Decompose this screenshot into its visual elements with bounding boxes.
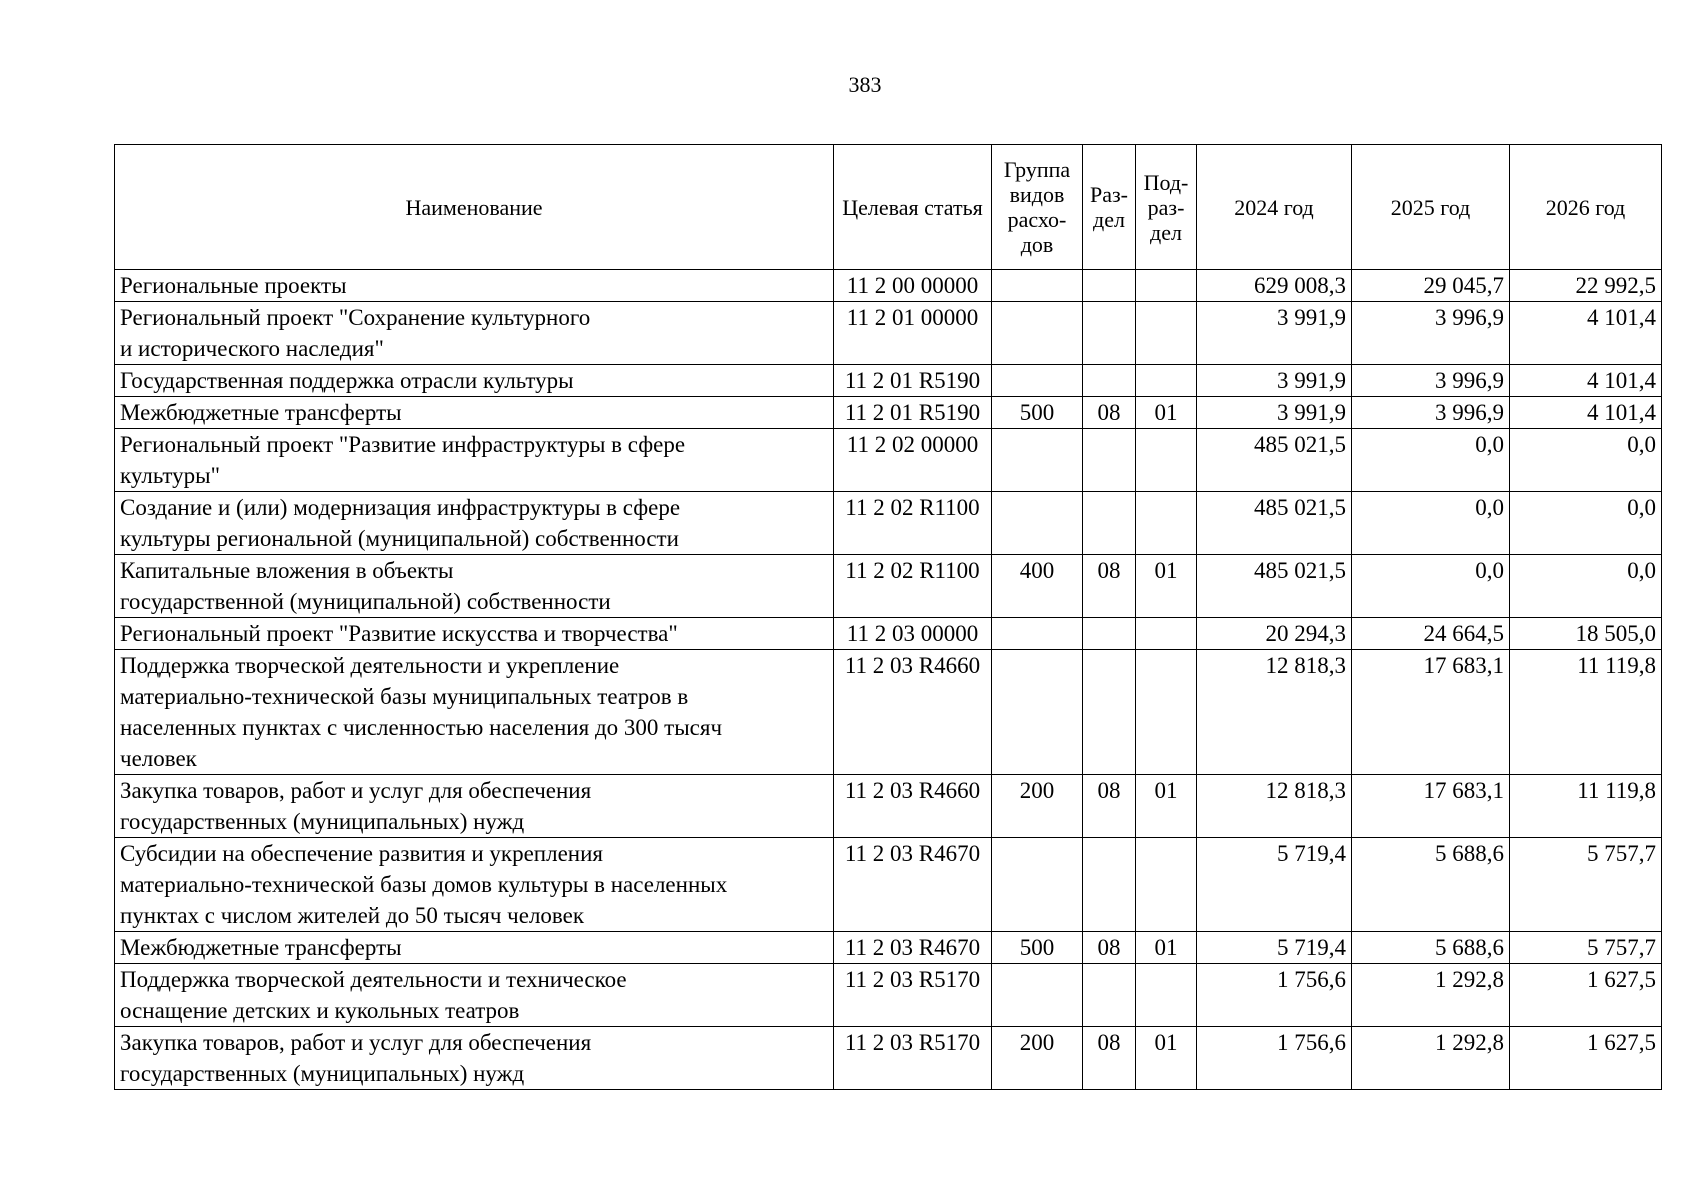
cell-target: 11 2 02 00000 (834, 429, 992, 492)
cell-subsection (1136, 838, 1197, 932)
cell-2025: 3 996,9 (1352, 397, 1510, 429)
cell-name: Региональный проект "Развитие искусства и творчества" (115, 618, 834, 650)
cell-2025: 3 996,9 (1352, 365, 1510, 397)
cell-section (1083, 650, 1136, 775)
cell-section: 08 (1083, 932, 1136, 964)
cell-name: Межбюджетные трансферты (115, 397, 834, 429)
cell-target: 11 2 01 R5190 (834, 365, 992, 397)
cell-name: Региональный проект "Развитие инфраструктуры в сфере культуры" (115, 429, 834, 492)
cell-group (992, 618, 1083, 650)
cell-name: Капитальные вложения в объекты государственной (муниципальной) собственности (115, 555, 834, 618)
cell-group: 200 (992, 1027, 1083, 1090)
cell-2024: 12 818,3 (1197, 650, 1352, 775)
cell-group (992, 365, 1083, 397)
cell-section: 08 (1083, 1027, 1136, 1090)
header-name: Наименование (115, 145, 834, 270)
cell-section (1083, 618, 1136, 650)
cell-2024: 1 756,6 (1197, 964, 1352, 1027)
cell-2024: 485 021,5 (1197, 555, 1352, 618)
header-section: Раз-дел (1083, 145, 1136, 270)
cell-2025: 0,0 (1352, 429, 1510, 492)
table-row (115, 618, 1662, 650)
cell-2024: 5 719,4 (1197, 932, 1352, 964)
cell-group: 500 (992, 397, 1083, 429)
cell-subsection (1136, 302, 1197, 365)
cell-subsection: 01 (1136, 775, 1197, 838)
cell-2025: 0,0 (1352, 492, 1510, 555)
header-2025: 2025 год (1352, 145, 1510, 270)
cell-2026: 4 101,4 (1510, 365, 1662, 397)
cell-2025: 5 688,6 (1352, 838, 1510, 932)
cell-group (992, 964, 1083, 1027)
cell-section (1083, 270, 1136, 302)
cell-subsection: 01 (1136, 932, 1197, 964)
cell-subsection (1136, 964, 1197, 1027)
table-row (115, 429, 1662, 492)
cell-2026: 0,0 (1510, 492, 1662, 555)
cell-name: Поддержка творческой деятельности и укрепление материально-технической базы муниципальных театров в населенных пунктах с численностью населения до 300 тысяч человек (115, 650, 834, 775)
cell-2026: 22 992,5 (1510, 270, 1662, 302)
cell-section: 08 (1083, 775, 1136, 838)
table-row (115, 270, 1662, 302)
cell-name: Региональные проекты (115, 270, 834, 302)
cell-name: Государственная поддержка отрасли культуры (115, 365, 834, 397)
cell-subsection (1136, 618, 1197, 650)
cell-subsection (1136, 429, 1197, 492)
cell-2026: 11 119,8 (1510, 650, 1662, 775)
cell-2026: 18 505,0 (1510, 618, 1662, 650)
cell-group (992, 302, 1083, 365)
cell-subsection (1136, 270, 1197, 302)
cell-2026: 4 101,4 (1510, 302, 1662, 365)
cell-2026: 0,0 (1510, 429, 1662, 492)
cell-2025: 5 688,6 (1352, 932, 1510, 964)
cell-subsection: 01 (1136, 1027, 1197, 1090)
cell-target: 11 2 01 00000 (834, 302, 992, 365)
table-header-row (115, 145, 1662, 270)
cell-2025: 17 683,1 (1352, 650, 1510, 775)
cell-2025: 1 292,8 (1352, 1027, 1510, 1090)
table-row (115, 838, 1662, 932)
cell-2024: 3 991,9 (1197, 397, 1352, 429)
cell-section (1083, 365, 1136, 397)
cell-section: 08 (1083, 555, 1136, 618)
cell-2024: 629 008,3 (1197, 270, 1352, 302)
table-body (115, 270, 1662, 1090)
cell-2026: 0,0 (1510, 555, 1662, 618)
cell-name: Межбюджетные трансферты (115, 932, 834, 964)
header-group: Группа видов расхо-дов (992, 145, 1083, 270)
cell-section (1083, 302, 1136, 365)
header-target: Целевая статья (834, 145, 992, 270)
cell-2025: 3 996,9 (1352, 302, 1510, 365)
cell-target: 11 2 03 R4660 (834, 650, 992, 775)
cell-2026: 1 627,5 (1510, 1027, 1662, 1090)
cell-target: 11 2 03 R4660 (834, 775, 992, 838)
cell-section (1083, 492, 1136, 555)
cell-subsection (1136, 365, 1197, 397)
cell-subsection: 01 (1136, 397, 1197, 429)
cell-2025: 29 045,7 (1352, 270, 1510, 302)
cell-target: 11 2 02 R1100 (834, 555, 992, 618)
cell-2024: 3 991,9 (1197, 302, 1352, 365)
table-row (115, 555, 1662, 618)
cell-2026: 5 757,7 (1510, 932, 1662, 964)
table-row (115, 775, 1662, 838)
cell-name: Закупка товаров, работ и услуг для обеспечения государственных (муниципальных) нужд (115, 1027, 834, 1090)
cell-target: 11 2 03 R4670 (834, 932, 992, 964)
cell-2024: 5 719,4 (1197, 838, 1352, 932)
cell-name: Закупка товаров, работ и услуг для обеспечения государственных (муниципальных) нужд (115, 775, 834, 838)
cell-target: 11 2 03 00000 (834, 618, 992, 650)
cell-group (992, 492, 1083, 555)
table-row (115, 1027, 1662, 1090)
cell-group (992, 838, 1083, 932)
cell-group (992, 650, 1083, 775)
cell-target: 11 2 00 00000 (834, 270, 992, 302)
cell-target: 11 2 01 R5190 (834, 397, 992, 429)
cell-target: 11 2 03 R4670 (834, 838, 992, 932)
page-number: 383 (848, 72, 882, 97)
cell-section (1083, 964, 1136, 1027)
cell-2024: 485 021,5 (1197, 492, 1352, 555)
cell-target: 11 2 02 R1100 (834, 492, 992, 555)
cell-2026: 4 101,4 (1510, 397, 1662, 429)
cell-group: 400 (992, 555, 1083, 618)
cell-2025: 24 664,5 (1352, 618, 1510, 650)
cell-2024: 12 818,3 (1197, 775, 1352, 838)
cell-section: 08 (1083, 397, 1136, 429)
cell-name: Поддержка творческой деятельности и техническое оснащение детских и кукольных театров (115, 964, 834, 1027)
table-row (115, 365, 1662, 397)
cell-2025: 0,0 (1352, 555, 1510, 618)
cell-2026: 5 757,7 (1510, 838, 1662, 932)
table-row (115, 492, 1662, 555)
cell-2024: 20 294,3 (1197, 618, 1352, 650)
cell-name: Создание и (или) модернизация инфраструктуры в сфере культуры региональной (муниципальной) собственности (115, 492, 834, 555)
cell-subsection (1136, 492, 1197, 555)
cell-name: Региональный проект "Сохранение культурного и исторического наследия" (115, 302, 834, 365)
table-row (115, 932, 1662, 964)
cell-2024: 485 021,5 (1197, 429, 1352, 492)
cell-2025: 1 292,8 (1352, 964, 1510, 1027)
table-row (115, 964, 1662, 1027)
cell-section (1083, 838, 1136, 932)
cell-target: 11 2 03 R5170 (834, 964, 992, 1027)
cell-name: Субсидии на обеспечение развития и укрепления материально-технической базы домов культуры в населенных пунктах с числом жителей до 50 тысяч человек (115, 838, 834, 932)
table-row (115, 302, 1662, 365)
table-row (115, 397, 1662, 429)
cell-group: 500 (992, 932, 1083, 964)
cell-2026: 11 119,8 (1510, 775, 1662, 838)
cell-group: 200 (992, 775, 1083, 838)
budget-table (114, 144, 1662, 1090)
cell-2024: 1 756,6 (1197, 1027, 1352, 1090)
cell-subsection (1136, 650, 1197, 775)
header-subsection: Под-раз-дел (1136, 145, 1197, 270)
table-row (115, 650, 1662, 775)
cell-2025: 17 683,1 (1352, 775, 1510, 838)
header-2026: 2026 год (1510, 145, 1662, 270)
cell-2024: 3 991,9 (1197, 365, 1352, 397)
header-2024: 2024 год (1197, 145, 1352, 270)
cell-section (1083, 429, 1136, 492)
cell-target: 11 2 03 R5170 (834, 1027, 992, 1090)
cell-group (992, 429, 1083, 492)
cell-group (992, 270, 1083, 302)
cell-2026: 1 627,5 (1510, 964, 1662, 1027)
cell-subsection: 01 (1136, 555, 1197, 618)
